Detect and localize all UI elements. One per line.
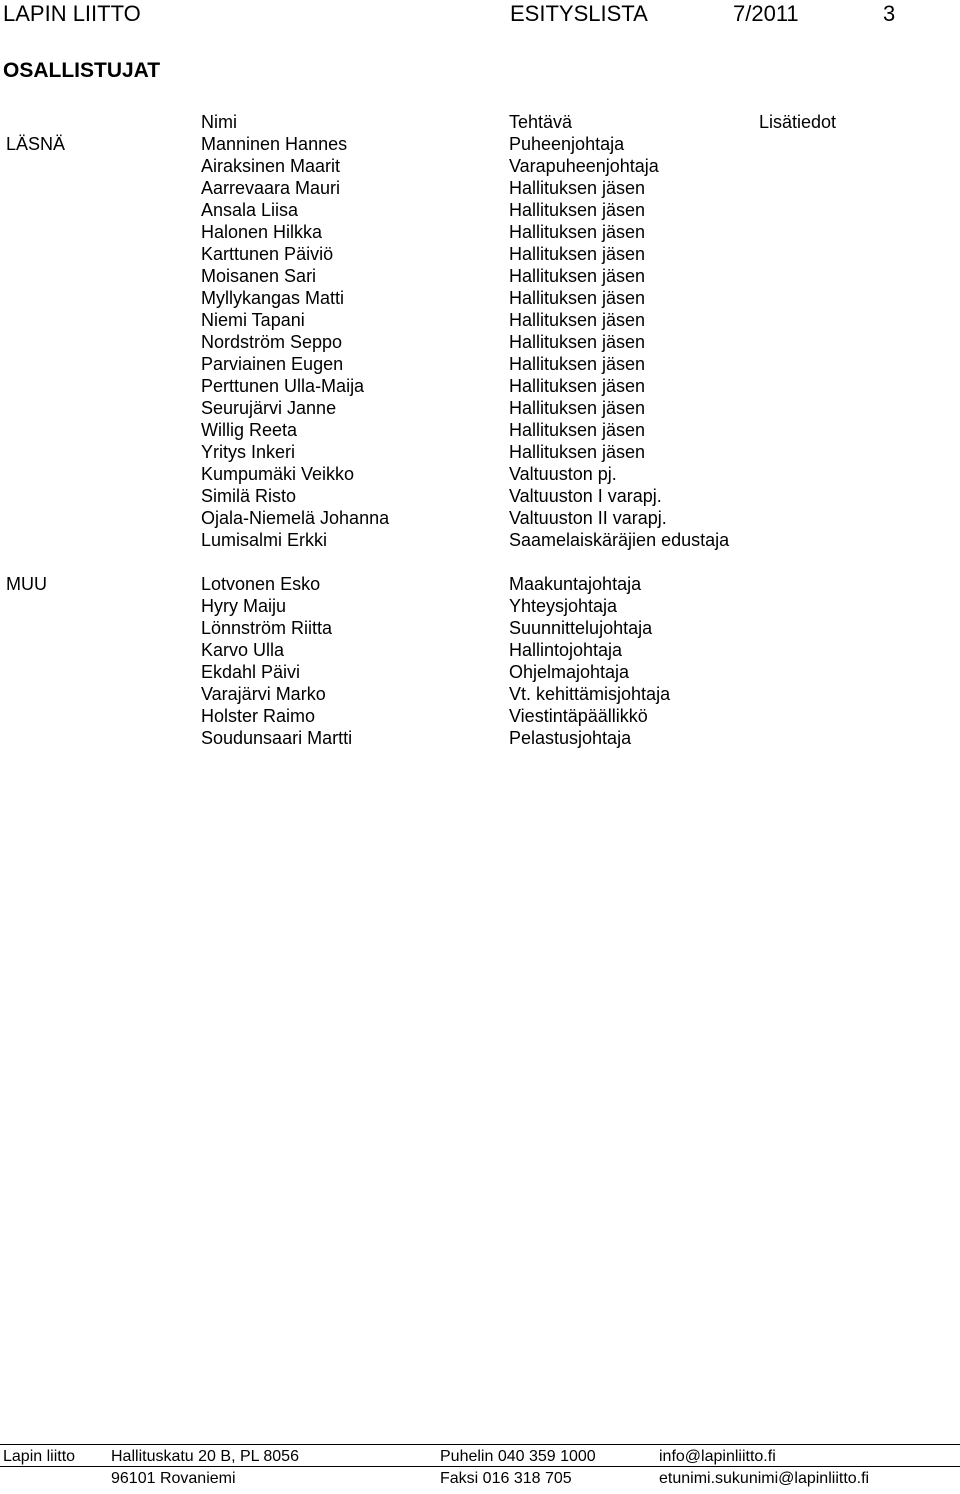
participant-row [0, 529, 960, 551]
participant-name: Ekdahl Päivi [201, 662, 301, 682]
participant-row [0, 639, 960, 661]
participant-name: Ojala-Niemelä Johanna [201, 508, 390, 528]
participant-row [0, 397, 960, 419]
participant-role: Hallituksen jäsen [509, 310, 646, 330]
participant-role: Hallituksen jäsen [509, 288, 646, 308]
participant-name: Kumpumäki Veikko [201, 464, 355, 484]
participant-role: Hallituksen jäsen [509, 332, 646, 352]
participant-name: Similä Risto [201, 486, 297, 506]
participant-role: Ohjelmajohtaja [509, 662, 630, 682]
participant-name: Seurujärvi Janne [201, 398, 337, 418]
participant-role: Suunnittelujohtaja [509, 618, 653, 638]
column-header-role: Tehtävä [509, 112, 573, 132]
participant-name: Parviainen Eugen [201, 354, 344, 374]
participant-role: Hallituksen jäsen [509, 178, 646, 198]
header-org: LAPIN LIITTO [3, 1, 141, 26]
participant-name: Perttunen Ulla-Maija [201, 376, 365, 396]
participant-row [0, 573, 960, 595]
participant-name: Willig Reeta [201, 420, 298, 440]
participant-role: Hallituksen jäsen [509, 376, 646, 396]
participant-name: Nordström Seppo [201, 332, 343, 352]
participant-name: Holster Raimo [201, 706, 316, 726]
participant-row [0, 727, 960, 749]
participant-row [0, 375, 960, 397]
footer-phone: Puhelin 040 359 1000 [440, 1448, 596, 1465]
group-label-other: MUU [6, 574, 47, 594]
participant-name: Varajärvi Marko [201, 684, 326, 704]
present-participant-list [0, 133, 960, 551]
participant-row [0, 617, 960, 639]
participant-row [0, 133, 960, 155]
column-header-extra: Lisätiedot [759, 112, 837, 132]
participant-name: Niemi Tapani [201, 310, 305, 330]
participant-role: Hallituksen jäsen [509, 398, 646, 418]
participant-role: Valtuuston pj. [509, 464, 617, 484]
participant-row [0, 309, 960, 331]
participant-role: Viestintäpäällikkö [509, 706, 648, 726]
footer-middle-rule [0, 1466, 960, 1467]
participant-name: Moisanen Sari [201, 266, 317, 286]
footer-row-1 [0, 1446, 960, 1467]
footer-org: Lapin liitto [3, 1448, 76, 1465]
participant-name: Myllykangas Matti [201, 288, 345, 308]
participant-name: Soudunsaari Martti [201, 728, 353, 748]
participant-role: Hallituksen jäsen [509, 266, 646, 286]
footer-fax: Faksi 016 318 705 [440, 1470, 572, 1487]
participant-role: Varapuheenjohtaja [509, 156, 659, 176]
participant-name: Karttunen Päiviö [201, 244, 334, 264]
participant-name: Aarrevaara Mauri [201, 178, 341, 198]
participant-row [0, 287, 960, 309]
header-doc-type: ESITYSLISTA [510, 1, 648, 26]
participant-row [0, 485, 960, 507]
other-participant-list [0, 573, 960, 749]
participant-row [0, 331, 960, 353]
participant-row [0, 243, 960, 265]
participant-row [0, 507, 960, 529]
participant-name: Halonen Hilkka [201, 222, 323, 242]
participant-name: Lumisalmi Erkki [201, 530, 328, 550]
participant-role: Hallintojohtaja [509, 640, 623, 660]
participant-row [0, 661, 960, 683]
participant-row [0, 353, 960, 375]
participant-row [0, 463, 960, 485]
participant-role: Hallituksen jäsen [509, 244, 646, 264]
column-header-name: Nimi [201, 112, 237, 132]
participant-row [0, 441, 960, 463]
participant-role: Valtuuston I varapj. [509, 486, 662, 506]
participant-role: Hallituksen jäsen [509, 200, 646, 220]
footer-street: Hallituskatu 20 B, PL 8056 [111, 1448, 299, 1465]
participant-role: Valtuuston II varapj. [509, 508, 667, 528]
footer-email-general[interactable]: info@lapinliitto.fi [659, 1448, 776, 1465]
participant-role: Hallituksen jäsen [509, 442, 646, 462]
header-page-number: 3 [883, 1, 896, 26]
footer-top-rule [0, 1444, 960, 1445]
participant-row [0, 221, 960, 243]
participant-role: Puheenjohtaja [509, 134, 625, 154]
participant-role: Saamelaiskäräjien edustaja [509, 530, 730, 550]
participant-role: Maakuntajohtaja [509, 574, 642, 594]
participant-name: Lönnström Riitta [201, 618, 333, 638]
participant-row [0, 683, 960, 705]
participant-name: Ansala Liisa [201, 200, 299, 220]
participant-row [0, 419, 960, 441]
participant-name: Manninen Hannes [201, 134, 348, 154]
participant-name: Airaksinen Maarit [201, 156, 341, 176]
participant-row [0, 265, 960, 287]
participant-role: Hallituksen jäsen [509, 222, 646, 242]
footer-postal: 96101 Rovaniemi [111, 1470, 236, 1487]
participant-row [0, 705, 960, 727]
participant-name: Yritys Inkeri [201, 442, 296, 462]
participant-row [0, 155, 960, 177]
participant-role: Hallituksen jäsen [509, 420, 646, 440]
participant-role: Yhteysjohtaja [509, 596, 618, 616]
header-meeting-number: 7/2011 [733, 1, 799, 26]
footer-email-personal[interactable]: etunimi.sukunimi@lapinliitto.fi [659, 1470, 870, 1487]
footer-row-2 [0, 1468, 960, 1489]
participant-role: Hallituksen jäsen [509, 354, 646, 374]
participant-row [0, 595, 960, 617]
participant-name: Karvo Ulla [201, 640, 285, 660]
participant-row [0, 177, 960, 199]
participant-role: Pelastusjohtaja [509, 728, 632, 748]
participant-name: Lotvonen Esko [201, 574, 321, 594]
section-title: OSALLISTUJAT [3, 59, 161, 82]
participant-row [0, 199, 960, 221]
participant-role: Vt. kehittämisjohtaja [509, 684, 671, 704]
group-label-present: LÄSNÄ [6, 134, 66, 154]
participant-name: Hyry Maiju [201, 596, 287, 616]
